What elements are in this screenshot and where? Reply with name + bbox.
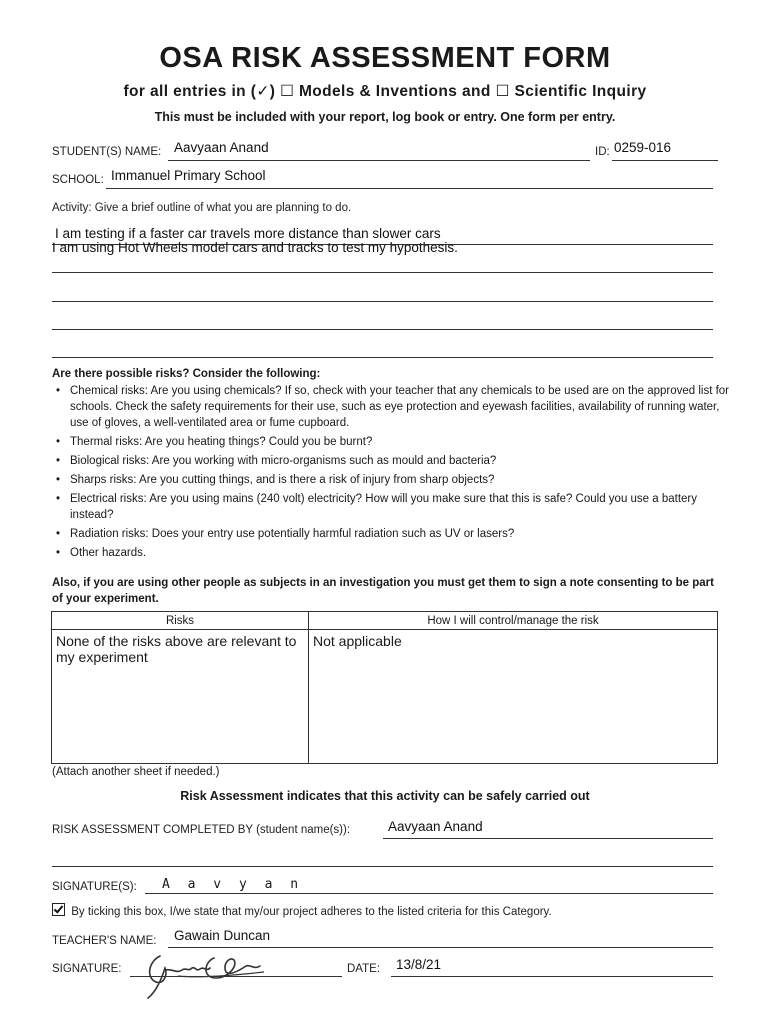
attach-note: (Attach another sheet if needed.) — [52, 766, 220, 778]
date-label: DATE: — [347, 963, 381, 975]
date-field[interactable]: 13/8/21 — [396, 957, 442, 972]
school-label: SCHOOL: — [52, 174, 104, 186]
signatures-field[interactable]: A a v y a n — [162, 877, 304, 892]
activity-label: Activity: Give a brief outline of what you are planning to do. — [52, 202, 352, 214]
teacher-name-label: TEACHER'S NAME: — [52, 935, 157, 947]
activity-line-5 — [52, 357, 713, 358]
id-field[interactable]: 0259-016 — [614, 140, 672, 155]
activity-text-2[interactable]: I am using Hot Wheels model cars and tracks to test my hypothesis. — [52, 240, 458, 255]
risk-item-biological: • Biological risks: Are you working with micro-organisms such as mould and bacteria? — [70, 453, 730, 469]
risk-item-sharps: • Sharps risks: Are you cutting things, and is there a risk of injury from sharp objects? — [70, 472, 730, 488]
student-name-field[interactable]: Aavyaan Anand — [174, 140, 269, 155]
date-line — [391, 976, 713, 977]
completed-by-line-2 — [52, 866, 713, 867]
teacher-signature-image — [138, 948, 268, 1004]
teacher-name-field[interactable]: Gawain Duncan — [174, 928, 271, 943]
assessment-heading: Risk Assessment indicates that this activity can be safely carried out — [180, 789, 590, 803]
school-field[interactable]: Immanuel Primary School — [111, 168, 266, 183]
risk-item-thermal: • Thermal risks: Are you heating things? Could you be burnt? — [70, 434, 730, 450]
risk-item-other: • Other hazards. — [70, 545, 730, 561]
risks-heading: Are there possible risks? Consider the following: — [52, 368, 321, 380]
form-note: This must be included with your report, log book or entry. One form per entry. — [154, 110, 616, 124]
signatures-label: SIGNATURE(S): — [52, 881, 137, 893]
student-name-label: STUDENT(S) NAME: — [52, 146, 162, 158]
agree-row — [52, 903, 552, 918]
risk-table — [51, 611, 718, 764]
id-line — [612, 160, 718, 161]
completed-by-field[interactable]: Aavyaan Anand — [388, 819, 483, 834]
student-name-line — [168, 160, 590, 161]
form-subtitle: for all entries in (✓) ☐ Models & Inventions and ☐ Scientific Inquiry — [123, 83, 647, 100]
consent-note: Also, if you are using other people as subjects in an investigation you must get them to sign a note consenting to be part of your experiment. — [52, 577, 714, 605]
form-title: OSA RISK ASSESSMENT FORM — [159, 42, 611, 74]
completed-by-line — [383, 838, 713, 839]
id-label: ID: — [595, 146, 610, 158]
activity-text-1[interactable]: I am testing if a faster car travels more distance than slower cars — [55, 226, 441, 241]
activity-line-2 — [52, 272, 713, 273]
activity-line-4 — [52, 329, 713, 330]
risk-item-radiation: • Radiation risks: Does your entry use potentially harmful radiation such as UV or lasers? — [70, 526, 730, 542]
signatures-line — [145, 893, 713, 894]
agree-text: By ticking this box, I/we state that my/our project adheres to the listed criteria for this Category. — [71, 906, 552, 918]
risk-list — [52, 383, 730, 564]
activity-line-3 — [52, 301, 713, 302]
signature-label: SIGNATURE: — [52, 963, 122, 975]
risks-column-header: Risks — [52, 612, 309, 630]
control-column-header: How I will control/manage the risk — [309, 612, 718, 630]
school-line — [106, 188, 713, 189]
completed-by-label: RISK ASSESSMENT COMPLETED BY (student name(s)): — [52, 824, 351, 836]
agree-checkbox[interactable] — [52, 903, 65, 916]
risk-item-chemical: • Chemical risks: Are you using chemicals? If so, check with your teacher that any chemicals to be used are on the approved list for schools. Check the safety requirements for their use, such as eye protection and eyewash facilities, availability of running water, use of gloves, a well-ventilated area or fume cupboard. — [70, 383, 730, 431]
risk-item-electrical: • Electrical risks: Are you using mains (240 volt) electricity? How will you make sure that this is safe? Could you use a battery instead? — [70, 491, 730, 523]
risk-cell[interactable]: None of the risks above are relevant to my experiment — [52, 630, 309, 764]
control-cell[interactable]: Not applicable — [309, 630, 718, 764]
